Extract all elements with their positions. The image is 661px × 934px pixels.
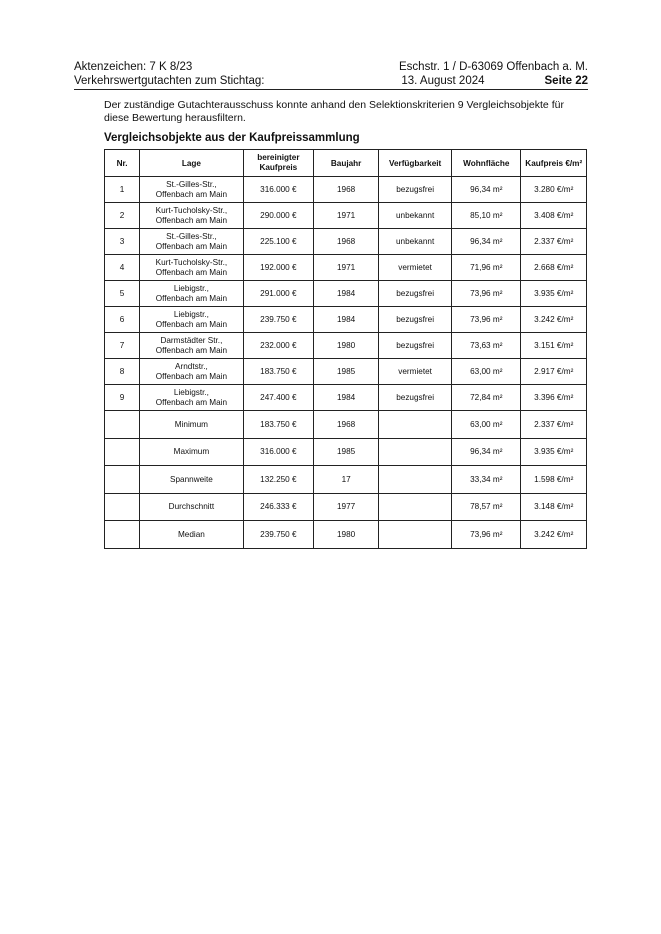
summary-row-maximum: Maximum 316.000 € 1985 96,34 m² 3.935 €/m² — [105, 438, 587, 466]
section-title: Vergleichsobjekte aus der Kaufpreissammlung — [104, 132, 360, 144]
header-row-2 — [74, 74, 588, 90]
summary-row-median: Median 239.750 € 1980 73,96 m² 3.242 €/m² — [105, 521, 587, 549]
header-row-1 — [74, 60, 588, 74]
page-number: Seite 22 — [544, 75, 588, 87]
comparison-table — [104, 149, 587, 549]
table-row: 9 Liebigstr., Offenbach am Main 247.400 € 1984 bezugsfrei 72,84 m² 3.396 €/m² — [105, 385, 587, 411]
col-lage: Lage — [140, 150, 243, 177]
intro-paragraph: Der zuständige Gutachterausschuss konnte anhand den Selektionskriterien 9 Vergleichsobjekte für diese Bewertung herausfiltern. — [104, 99, 564, 124]
table-row: 8 Arndtstr., Offenbach am Main 183.750 € 1985 vermietet 63,00 m² 2.917 €/m² — [105, 359, 587, 385]
page-header — [74, 60, 588, 90]
office-address: Eschstr. 1 / D-63069 Offenbach a. M. — [399, 61, 588, 73]
col-wohnflaeche: Wohnfläche — [452, 150, 521, 177]
case-number: Aktenzeichen: 7 K 8/23 — [74, 61, 193, 73]
table-row: 2 Kurt-Tucholsky-Str., Offenbach am Main 290.000 € 1971 unbekannt 85,10 m² 3.408 €/m² — [105, 203, 587, 229]
summary-row-durchschnitt: Durchschnitt 246.333 € 1977 78,57 m² 3.148 €/m² — [105, 493, 587, 521]
table-row: 7 Darmstädter Str., Offenbach am Main 232.000 € 1980 bezugsfrei 73,63 m² 3.151 €/m² — [105, 333, 587, 359]
report-date: 13. August 2024 — [401, 75, 485, 87]
table-row: 5 Liebigstr., Offenbach am Main 291.000 € 1984 bezugsfrei 73,96 m² 3.935 €/m² — [105, 281, 587, 307]
summary-row-minimum: Minimum 183.750 € 1968 63,00 m² 2.337 €/m² — [105, 411, 587, 439]
col-verfuegbarkeit: Verfügbarkeit — [379, 150, 452, 177]
table-header-row — [105, 150, 587, 177]
col-preis: bereinigter Kaufpreis — [243, 150, 313, 177]
col-nr: Nr. — [105, 150, 140, 177]
table-row: 1 St.-Gilles-Str., Offenbach am Main 316.000 € 1968 bezugsfrei 96,34 m² 3.280 €/m² — [105, 177, 587, 203]
col-kaufpreis-qm: Kaufpreis €/m² — [521, 150, 587, 177]
col-baujahr: Baujahr — [314, 150, 379, 177]
table-row: 3 St.-Gilles-Str., Offenbach am Main 225.100 € 1968 unbekannt 96,34 m² 2.337 €/m² — [105, 229, 587, 255]
summary-row-spannweite: Spannweite 132.250 € 17 33,34 m² 1.598 €/m² — [105, 466, 587, 494]
report-subject: Verkehrswertgutachten zum Stichtag: — [74, 75, 265, 87]
table-row: 4 Kurt-Tucholsky-Str., Offenbach am Main 192.000 € 1971 vermietet 71,96 m² 2.668 €/m² — [105, 255, 587, 281]
table-row: 6 Liebigstr., Offenbach am Main 239.750 € 1984 bezugsfrei 73,96 m² 3.242 €/m² — [105, 307, 587, 333]
